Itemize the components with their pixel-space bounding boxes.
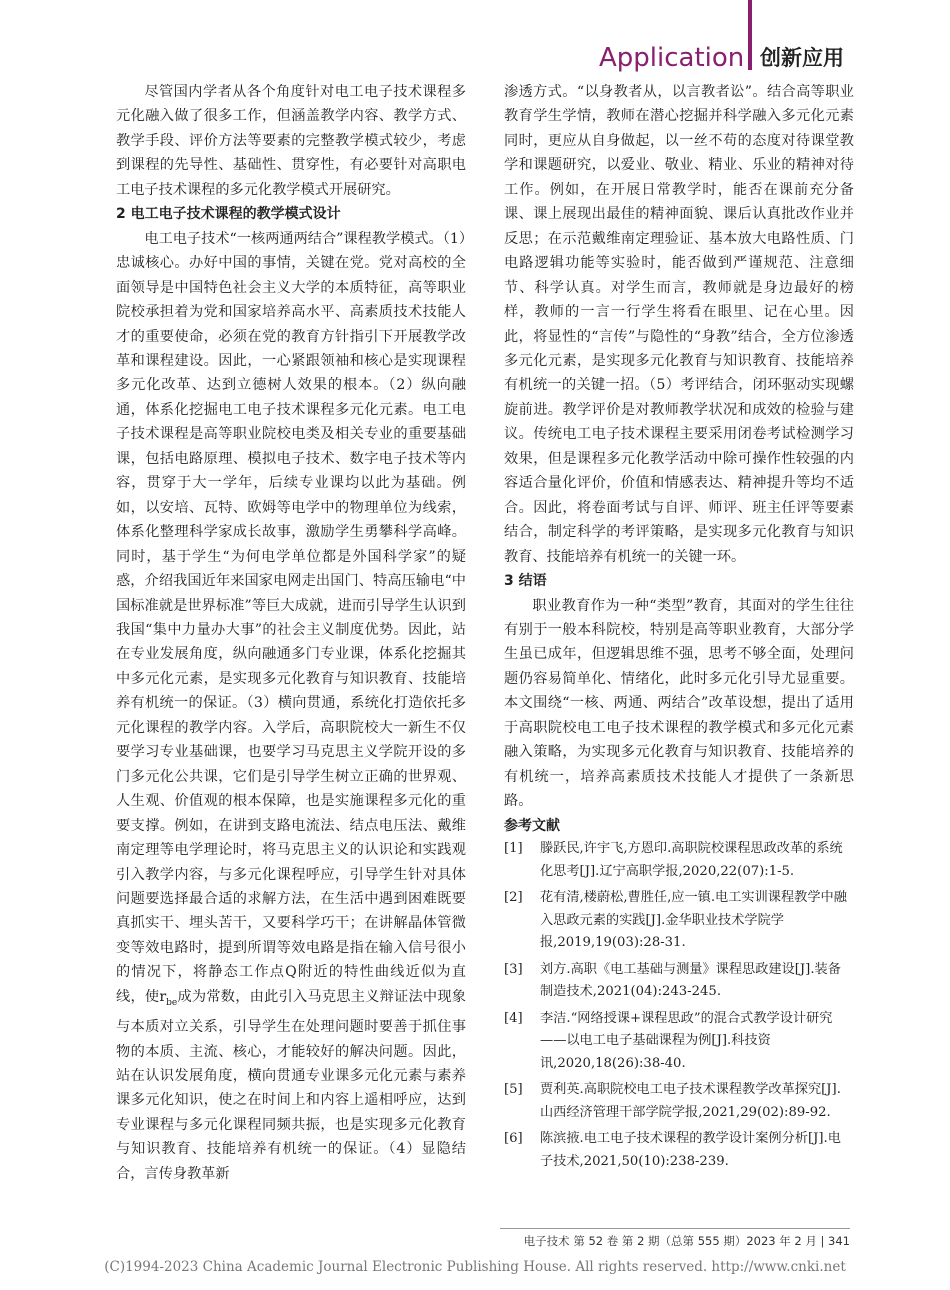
symbol-subscript-be: be — [166, 997, 178, 1008]
section-title-en: Application — [599, 43, 745, 73]
conclusion-paragraph: 职业教育作为一种“类型”教育，其面对的学生往往有别于一般本科院校，特别是高等职业教育，大部分学生虽已成年，但逻辑思维不强，思考不够全面，处理问题仍容易简单化、情绪化，此时多元化引导尤显重要。本文围绕“一核、两通、两结合”改革设想，提出了适用于高职院校电工电子技术课程的教学模式和多元化元素融入策略，为实现多元化教育与知识教育、技能培养的有机统一，培养高素质技术技能人才提供了一条新思路。 — [504, 597, 854, 810]
reference-text: 贾利英.高职院校电工电子技术课程教学改革探究[J].山西经济管理干部学院学报,2021,29(02):89-92. — [540, 1082, 841, 1120]
section-title-cn: 创新应用 — [760, 46, 844, 70]
continuation-paragraph: 渗透方式。“以身教者从，以言教者讼”。结合高等职业教育学生学情，教师在潜心挖掘并科学融入多元化元素同时，更应从自身做起，以一丝不苟的态度对待课堂教学和课题研究，以爱业、敬业、精业、乐业的精神对待工作。例如，在开展日常教学时，能否在课前充分备课、课上展现出最佳的精神面貌、课后认真批改作业并反思；在示范戴维南定理验证、基本放大电路性质、门电路逻辑功能等实验时，能否做到严谨规范、注意细节、科学认真。对学生而言，教师就是身边最好的榜样，教师的一言一行学生将看在眼里、记在心里。因此，将显性的“言传”与隐性的“身教”结合，全方位渗透多元化元素，是实现多元化教育与知识教育、技能培养有机统一的关键一招。（5）考评结合，闭环驱动实现螺旋前进。教学评价是对教师教学状况和成效的检验与建议。传统电工电子技术课程主要采用闭卷考试检测学习效果，但是课程多元化教学活动中除可操作性较强的内容适合量化评价，价值和情感表达、精神提升等均不适合。因此，将卷面考试与自评、师评、班主任评等要素结合，制定科学的考评策略，是实现多元化教育与知识教育、技能培养有机统一的关键一环。 — [504, 84, 854, 565]
reference-number: [5] — [504, 1082, 523, 1098]
reference-item — [504, 1079, 854, 1124]
reference-text: 刘方.高职《电工基础与测量》课程思政建设[J].装备制造技术,2021(04):243-245. — [540, 961, 841, 1000]
copyright-notice: (C)1994-2023 China Academic Journal Electronic Publishing House. All rights reserved. http://www.cnki.net — [104, 1259, 846, 1275]
section-2-heading: 2 电工电子技术课程的教学模式设计 — [116, 206, 341, 223]
intro-paragraph: 尽管国内学者从各个角度针对电工电子技术课程多元化融入做了很多工作，但涵盖教学内容、教学方式、教学手段、评价方法等要素的完整教学模式较少，考虑到课程的先导性、基础性、贯穿性，有必要针对高职电工电子技术课程的多元化教学模式开展研究。 — [116, 84, 466, 198]
reference-text: 陈滨掖.电工电子技术课程的教学设计案例分析[J].电子技术,2021,50(10):238-239. — [540, 1131, 841, 1169]
reference-number: [6] — [504, 1131, 523, 1147]
reference-list — [504, 838, 854, 1173]
reference-item — [504, 1008, 854, 1076]
reference-item — [504, 1128, 854, 1173]
symbol-r: r — [159, 988, 167, 1005]
reference-text: 花有清,楼蔚松,曹胜任,应一镇.电工实训课程教学中融入思政元素的实践[J].金华职业技术学院学报,2019,19(03):28-31. — [540, 890, 847, 951]
teaching-model-text: 电工电子技术“一核两通两结合”课程教学模式。（1）忠诚核心。办好中国的事情，关键在党。党对高校的全面领导是中国特色社会主义大学的本质特征，高等职业院校承担着为党和国家培养高水平、高素质技术技能人才的重要使命，必须在党的教育方针指引下开展教学改革和课程建设。因此，一心紧跟领袖和核心是实现课程多元化改革、达到立德树人效果的根本。（2）纵向融通，体系化挖掘电工电子技术课程多元化元素。电工电子技术课程是高等职业院校电类及相关专业的重要基础课，包括电路原理、模拟电子技术、数字电子技术等内容，贯穿于大一学年，后续专业课均以此为基础。例如，以安培、瓦特、欧姆等电学中的物理单位为线索，体系化整理科学家成长故事，激励学生勇攀科学高峰。同时，基于学生“为何电学单位都是外国科学家”的疑惑，介绍我国近年来国家电网走出国门、特高压输电“中国标准就是世界标准”等巨大成就，进而引导学生认识到我国“集中力量办大事”的社会主义制度优势。因此，站在专业发展角度，纵向融通多门专业课，体系化挖掘其中多元化元素，是实现多元化教育与知识教育、技能培养有机统一的保证。（3）横向贯通，系统化打造依托多元化课程的教学内容。入学后，高职院校大一新生不仅要学习专业基础课，也要学习马克思主义学院开设的多门多元化公共课，它们是引导学生树立正确的世界观、人生观、价值观的根本保障，也是实施课程多元化的重要支撑。例如，在讲到支路电流法、结点电压法、戴维南定理等电学理论时，将马克思主义的认识论和实践观引入教学内容，与多元化课程呼应，引导学生针对具体问题要选择最合适的求解方法，在生活中遇到困难既要真抓实干、埋头苦干，又要科学巧干；在讲解晶体管微变等效电路时，提到所谓等效电路是指在输入信号很小的情况下，将静态工作点Q附近的特性曲线近似为直线，使 — [116, 230, 466, 1005]
symbol-r-be — [159, 988, 178, 1008]
reference-item — [504, 959, 854, 1004]
reference-number: [1] — [504, 841, 523, 857]
reference-number: [4] — [504, 1010, 523, 1026]
teaching-model-text-tail: 成为常数，由此引入马克思主义辩证法中现象与本质对立关系，引导学生在处理问题时要善于抓住事物的本质、主流、核心，才能较好的解决问题。因此，站在认识发展角度，横向贯通专业课多元化元素与素养课多元化知识，使之在时间上和内容上遥相呼应，达到专业课程与多元化课程同频共振，也是实现多元化教育与知识教育、技能培养有机统一的保证。（4）显隐结合，言传身教革新 — [116, 988, 466, 1182]
reference-item — [504, 887, 854, 955]
teaching-model-paragraph — [116, 227, 466, 1187]
references-heading: 参考文献 — [504, 817, 560, 834]
header-accent-bar — [748, 0, 752, 70]
reference-text: 李洁.“网络授课+课程思政”的混合式教学设计研究——以电工电子基础课程为例[J].科技资讯,2020,18(26):38-40. — [540, 1010, 833, 1071]
reference-item — [504, 838, 854, 883]
right-column — [504, 80, 854, 1177]
reference-text: 滕跃民,许宇飞,方恩印.高职院校课程思政改革的系统化思考[J].辽宁高职学报,2020,22(07):1-5. — [540, 841, 843, 879]
reference-number: [3] — [504, 961, 523, 977]
journal-footer: 电子技术 第 52 卷 第 2 期（总第 555 期）2023 年 2 月 | 341 — [523, 1234, 850, 1248]
section-3-heading: 3 结语 — [504, 573, 547, 590]
footer-divider — [500, 1228, 850, 1229]
reference-number: [2] — [504, 890, 523, 906]
left-column — [116, 80, 466, 1186]
